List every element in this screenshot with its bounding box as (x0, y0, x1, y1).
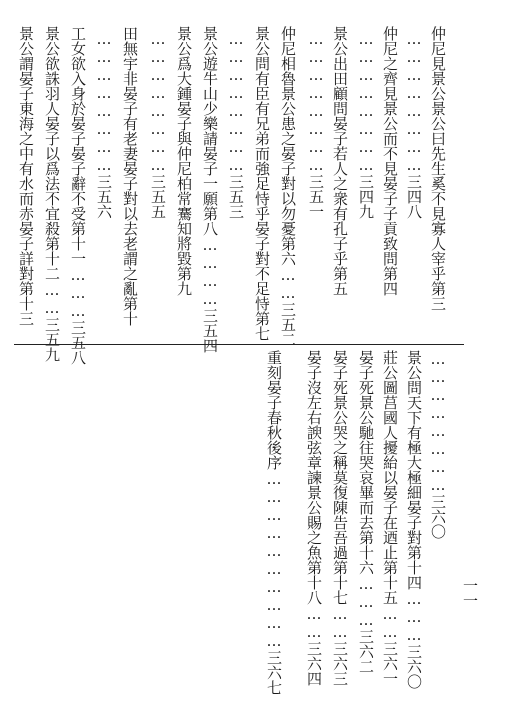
toc-entry-17: 晏子死景公哭之稱莫復陳告吾過第十七……三六三 (331, 350, 349, 686)
toc-entry-7: 景公問有臣有兄弟而強足恃乎晏子對不足恃第七 (253, 26, 271, 341)
toc-entry-9: 景公爲大鍾晏子與仲尼柏常騫知將毀第九 (175, 26, 193, 296)
toc-entry-4: 仲尼之齊見景公而不見晏子子貢致問第四 (381, 26, 399, 296)
toc-entry-3: 仲尼見景公景公曰先生奚不見寡人宰乎第三 (429, 26, 447, 311)
toc-leader-7: ……………………三五三 (227, 30, 245, 219)
toc-entry-11: 工女欲入身於晏子晏子辭不受第十一………三五八 (69, 26, 87, 365)
toc-leader-10: ……………………三五六 (95, 30, 113, 219)
toc-entry-6: 仲尼相魯景公患之晏子對以勿憂第六……三五二 (279, 26, 297, 347)
toc-leader-4: ……………………三四九 (357, 30, 375, 219)
toc-leader-5: ……………………三五一 (307, 30, 325, 219)
toc-leader-9: ……………………三五五 (149, 30, 167, 219)
page-number: 一一 (461, 578, 479, 608)
toc-entry-12: 景公欲誅羽人晏子以爲法不宜殺第十二……三五九 (43, 26, 61, 362)
toc-entry-15: 莊公圖莒國人擾紿以晏子在迺止第十五……三六一 (381, 350, 399, 686)
toc-entry-10: 田無宇非晏子有老妻晏子對以去老謂之亂第十 (121, 26, 139, 326)
toc-entry-8: 景公遊牛山少樂請晏子一願第八…………三五四 (201, 26, 219, 353)
section-divider (14, 344, 464, 345)
toc-entry-13: 景公謂晏子東海之中有水而赤晏子詳對第十三 (17, 26, 35, 326)
toc-entry-14: 景公問天下有極大極細晏子對第十四………三六〇 (405, 350, 423, 689)
toc-entry-16: 晏子死景公馳往哭哀畢而去第十六………三六二 (357, 350, 375, 674)
toc-entry-postface: 重刻晏子春秋後序…………………………三六七 (265, 350, 283, 695)
toc-entry-18: 晏子沒左右諛弦章諫景公賜之魚第十八……三六四 (305, 350, 323, 686)
toc-leader-3: ……………………三四八 (405, 30, 423, 219)
toc-entry-5: 景公出田顧問晏子若人之衆有孔子乎第五 (331, 26, 349, 296)
toc-leader-13: ……………………三六〇 (429, 350, 447, 539)
